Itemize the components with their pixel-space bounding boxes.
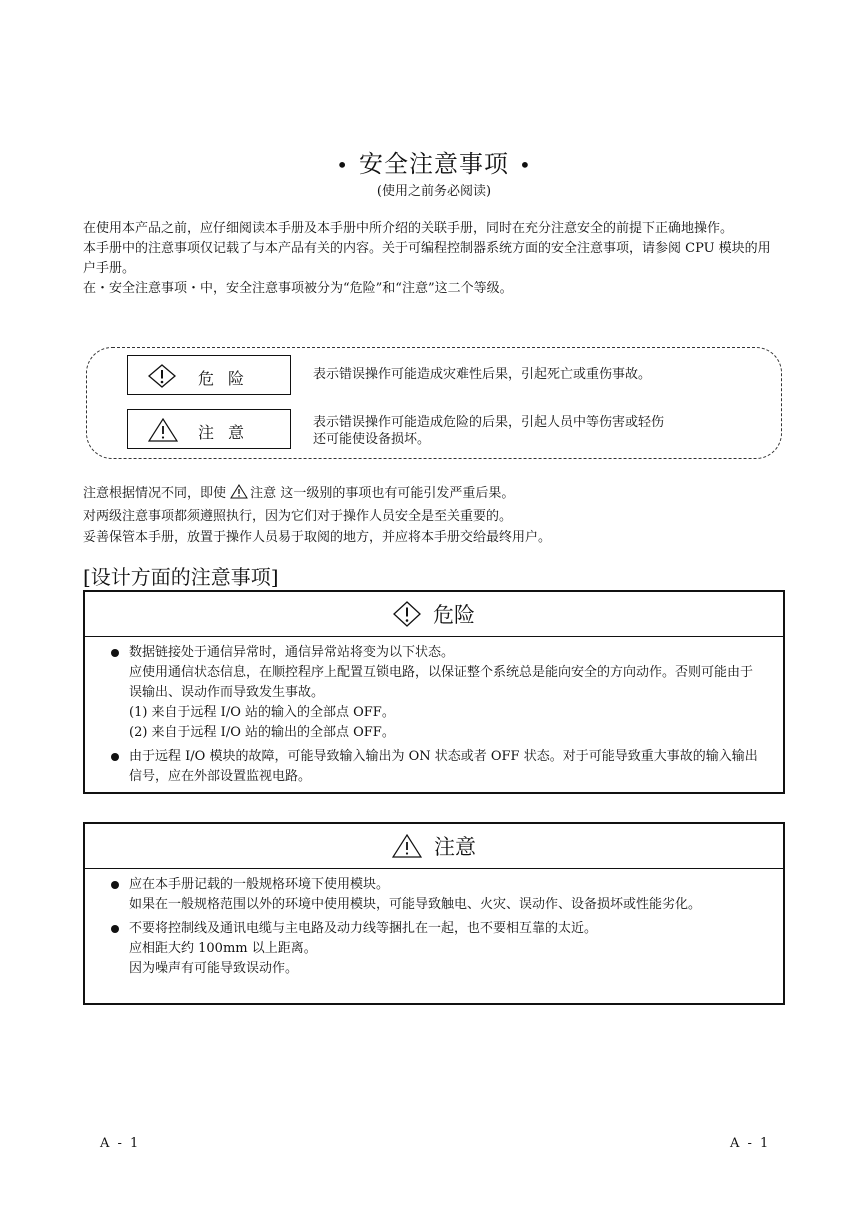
usage-note-prefix: 注意根据情况不同，即使 <box>83 486 227 501</box>
legend-danger-text: 危险 <box>198 369 259 388</box>
usage-note-suffix: 这一级别的事项也有可能引发严重后果。 <box>280 486 515 501</box>
caution-card-body <box>85 869 783 979</box>
severity-legend <box>86 347 782 459</box>
legend-danger-description: 表示错误操作可能造成灾难性后果，引起死亡或重伤事故。 <box>313 367 652 382</box>
legend-caution-label <box>127 409 291 449</box>
exclamation-diamond-icon <box>148 364 176 392</box>
legend-caution-description-line: 还可能使设备损坏。 <box>313 432 431 447</box>
page-number-left: A - 1 <box>100 1136 141 1151</box>
page-subtitle: (使用之前务必阅读) <box>376 184 492 199</box>
bullet-dot <box>111 649 119 657</box>
intro-text <box>83 219 783 299</box>
usage-note: 对两级注意事项都须遵照执行，因为它们对于操作人员安全是至关重要的。 <box>83 509 513 524</box>
usage-note: 妥善保管本手册，放置于操作人员易于取阅的地方，并应将本手册交给最终用户。 <box>83 530 552 545</box>
bullet-dot <box>111 881 119 889</box>
list-item <box>111 919 763 979</box>
exclamation-diamond-icon <box>393 601 421 627</box>
warning-triangle-icon <box>230 484 248 506</box>
item-line: 应在本手册记载的一般规格环境下使用模块。 <box>129 877 390 892</box>
list-item <box>111 747 763 787</box>
item-line: 如果在一般规格范围以外的环境中使用模块，可能导致触电、火灾、误动作、设备损坏或性能劣化。 <box>129 897 702 912</box>
bullet-dot <box>111 925 119 933</box>
legend-caution-text: 注意 <box>198 423 259 442</box>
title-bullet-right: • <box>519 153 532 177</box>
title-bullet-left: • <box>336 153 349 177</box>
section-heading-design: [设计方面的注意事项] <box>83 565 279 589</box>
danger-card-title: 危险 <box>433 603 475 627</box>
item-line: 由于远程 I/O 模块的故障，可能导致输入输出为 ON 状态或者 OFF 状态。对于可能导致重大事故的输入输出信号，应在外部设置监视电路。 <box>129 749 758 784</box>
legend-caution-description <box>313 414 733 448</box>
list-item <box>111 643 763 743</box>
legend-caution-description-line: 表示错误操作可能造成危险的后果，引起人员中等伤害或轻伤 <box>313 415 665 430</box>
usage-note <box>83 483 783 506</box>
warning-triangle-icon <box>392 834 422 858</box>
item-line: 应相距大约 100mm 以上距离。 <box>129 941 317 956</box>
legend-danger-label <box>127 355 291 395</box>
intro-paragraph: 在・安全注意事项・中，安全注意事项被分为“危险”和“注意”这二个等级。 <box>83 281 513 296</box>
danger-card-header <box>85 592 783 637</box>
intro-paragraph: 在使用本产品之前，应仔细阅读本手册及本手册中所介绍的关联手册，同时在充分注意安全的前提下正确地操作。 <box>83 221 734 236</box>
caution-card <box>83 822 785 1005</box>
item-line: (1) 来自于远程 I/O 站的输入的全部点 OFF。 <box>129 705 395 720</box>
caution-card-header <box>85 824 783 869</box>
page-title-text: 安全注意事项 <box>359 150 509 178</box>
danger-card-body <box>85 637 783 787</box>
bullet-dot <box>111 753 119 761</box>
caution-card-title: 注意 <box>434 835 476 859</box>
intro-paragraph: 本手册中的注意事项仅记载了与本产品有关的内容。关于可编程控制器系统方面的安全注意事项，请参阅 CPU 模块的用户手册。 <box>83 241 771 276</box>
danger-card <box>83 590 785 794</box>
usage-notes <box>83 483 783 548</box>
page-number-right: A - 1 <box>730 1136 771 1151</box>
item-line: 因为噪声有可能导致误动作。 <box>129 961 299 976</box>
item-line: 不要将控制线及通讯电缆与主电路及动力线等捆扎在一起，也不要相互靠的太近。 <box>129 921 598 936</box>
page-title <box>0 144 868 179</box>
warning-triangle-icon <box>148 418 178 446</box>
item-line: 应使用通信状态信息，在顺控程序上配置互锁电路，以保证整个系统总是能向安全的方向动作。否则可能由于误输出、误动作而导致发生事故。 <box>129 665 754 700</box>
item-line: (2) 来自于远程 I/O 站的输出的全部点 OFF。 <box>129 725 395 740</box>
item-line: 数据链接处于通信异常时，通信异常站将变为以下状态。 <box>129 645 455 660</box>
usage-note-caution-word: 注意 <box>250 486 277 501</box>
list-item <box>111 875 763 915</box>
